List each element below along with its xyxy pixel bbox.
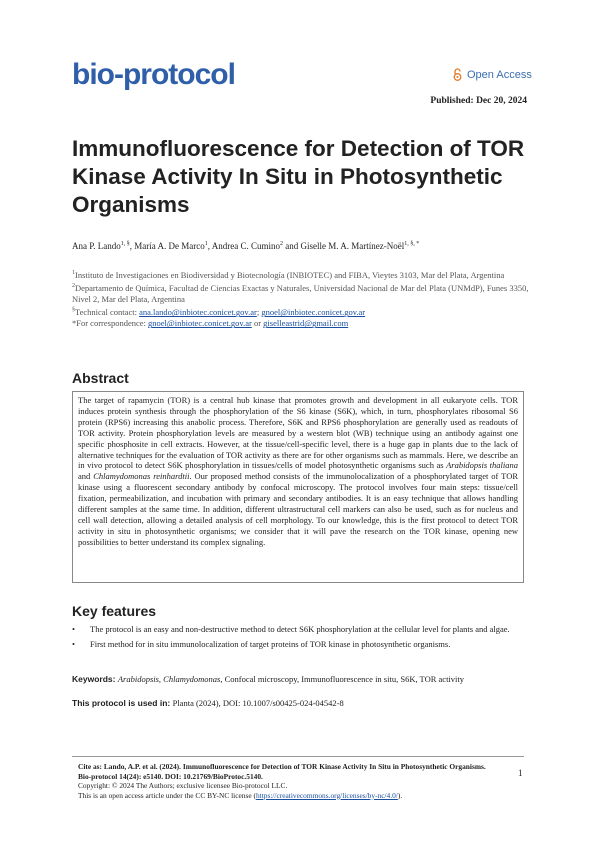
bullet: • <box>72 639 75 650</box>
author-list <box>72 241 419 251</box>
abstract-box <box>72 391 524 583</box>
author-sup: 2 <box>280 241 283 247</box>
abstract-text: . Our proposed method consists of the immunolocalization of a phosphorylated target of TOR kinase using a fluorescent secondary antibody by confocal microscopy. The protocol involves four main steps: tissue/cell fixation, permeabilization, and incubation with primary and secondary antibodies. It is an easy technique that allows handling different samples at the same time. In addition, different ultrastructural cell markers can also be used, such as for nucleus and cell wall detection, allowing a detailed analysis of cell morphology. To our knowledge, this is the first protocol to detect TOR activity in situ in photosynthetic organisms; we consider that it will pave the research on the TOR kinase, opening new possibilities to better understand its complex signaling. <box>78 471 518 547</box>
author-separator: and <box>283 241 301 251</box>
email-link[interactable]: gnoel@inbiotec.conicet.gov.ar <box>261 307 366 318</box>
technical-contact <box>72 305 532 318</box>
abstract-text: and <box>78 471 94 482</box>
email-link[interactable]: ana.lando@inbiotec.conicet.gov.ar <box>139 307 257 318</box>
key-features-list <box>72 624 527 654</box>
abstract-species: Arabidopsis thaliana <box>446 460 518 471</box>
author-sup: 1, § <box>120 241 130 247</box>
published-date: Published: Dec 20, 2024 <box>430 96 527 106</box>
author-separator: , <box>129 241 135 251</box>
affiliations <box>72 268 532 330</box>
list-item <box>72 624 527 635</box>
affiliation-sup: 1 <box>72 270 75 276</box>
keyword: Arabidopsis <box>117 674 159 684</box>
author-name: María A. De Marco <box>134 241 205 251</box>
license-text: This is an open access article under the CC BY-NC license ( <box>78 790 256 800</box>
author-name: Ana P. Lando <box>72 241 121 251</box>
copyright: Copyright: © 2024 The Authors; exclusive licensee Bio-protocol LLC. <box>78 781 288 791</box>
open-access-label: Open Access <box>467 68 532 81</box>
affiliation-2 <box>72 281 532 305</box>
license-link[interactable]: https://creativecommons.org/licenses/by-nc/4.0/ <box>255 790 398 800</box>
used-in-label: This protocol is used in: <box>72 698 173 708</box>
abstract-text: The target of rapamycin (TOR) is a central hub kinase that promotes growth and development in all eukaryote cells. TOR induces protein synthesis through the phosphorylation of the S6 kinase (S6K), which, in turn, phosphorylates ribosomal S6 protein (RPS6) increasing this anabolic process. Therefore, S6K and RPS6 phosphorylation are generally used as readouts of TOR activity. Protein phosphorylation levels are measured by a western blot (WB) technique using an antibody against one specific phosphosite in cell extracts. However, at the tissue/cell-specific level, there is a huge gap in plants due to the lack of alternative techniques for the evaluation of TOR activity as there are for other organisms such as mammals. Here, we describe an in vivo protocol to detect S6K phosphorylation in tissues/cells of model photosynthetic organisms such as <box>78 395 518 471</box>
article-title: Immunofluorescence for Detection of TOR Kinase Activity In Situ in Photosynthetic Organisms <box>72 136 525 217</box>
author-sup: 1, §, * <box>404 241 420 247</box>
author-separator: , <box>207 241 212 251</box>
correspondence <box>72 318 532 329</box>
correspondence-separator: or <box>251 318 264 329</box>
cite-as: Cite as: Lando, A.P. et al. (2024). Immunofluorescence for Detection of TOR Kinase Activity In Situ in Photosynthetic Organisms. Bio-protocol 14(24): e5140. DOI: 10.21769/BioProtoc.5140. <box>78 762 486 781</box>
footer-divider <box>72 756 524 757</box>
abstract-heading: Abstract <box>72 370 129 386</box>
contact-label: Technical contact: <box>75 307 140 318</box>
email-link[interactable]: giselleastrid@gmail.com <box>263 318 349 329</box>
affiliation-1 <box>72 268 532 281</box>
list-item-text: The protocol is an easy and non-destructive method to detect S6K phosphorylation at the cellular level for plants and algae. <box>90 624 510 634</box>
affiliation-text: Departamento de Química, Facultad de Ciencias Exactas y Naturales, Universidad Nacional de Mar del Plata (UNMdP), Funes 3350, Nivel 2, Mar del Plata, Argentina <box>72 282 529 305</box>
bio-protocol-logo[interactable]: bio-protocol <box>72 58 235 91</box>
keyword: Chlamydomonas <box>163 674 221 684</box>
page-number: 1 <box>518 768 523 778</box>
list-item <box>72 639 527 650</box>
author-name: Andrea C. Cumino <box>211 241 280 251</box>
open-lock-icon <box>452 68 463 81</box>
email-link[interactable]: gnoel@inbiotec.conicet.gov.ar <box>148 318 252 329</box>
list-item-text: First method for in situ immunolocalization of target proteins of TOR kinase in photosynthetic organisms. <box>90 639 451 650</box>
protocol-used-in <box>72 698 527 708</box>
abstract-species: Chlamydomonas reinhardtii <box>93 471 190 482</box>
key-features-heading: Key features <box>72 603 157 619</box>
keyword-separator: , <box>158 674 164 684</box>
affiliation-text: Instituto de Investigaciones en Biodiversidad y Biotecnología (INBIOTEC) and FIBA, Vieytes 3103, Mar del Plata, Argentina <box>75 269 505 280</box>
license-text: ). <box>397 790 403 800</box>
correspondence-label: *For correspondence: <box>72 318 149 329</box>
keyword-list: , Confocal microscopy, Immunofluorescence in situ, S6K, TOR activity <box>220 674 465 684</box>
footer-citation <box>78 762 498 800</box>
author-name: Giselle M. A. Martínez-Noël <box>300 241 405 251</box>
keywords <box>72 674 527 684</box>
bullet: • <box>72 624 75 634</box>
keywords-label: Keywords: <box>72 674 118 684</box>
contact-sup: § <box>72 307 75 314</box>
open-access-badge <box>452 68 532 81</box>
used-in-reference: Planta (2024), DOI: 10.1007/s00425-024-04542-8 <box>172 698 344 708</box>
contact-separator: ; <box>256 307 262 318</box>
affiliation-sup: 2 <box>72 283 75 290</box>
author-sup: 1 <box>204 241 208 247</box>
license <box>78 791 498 801</box>
